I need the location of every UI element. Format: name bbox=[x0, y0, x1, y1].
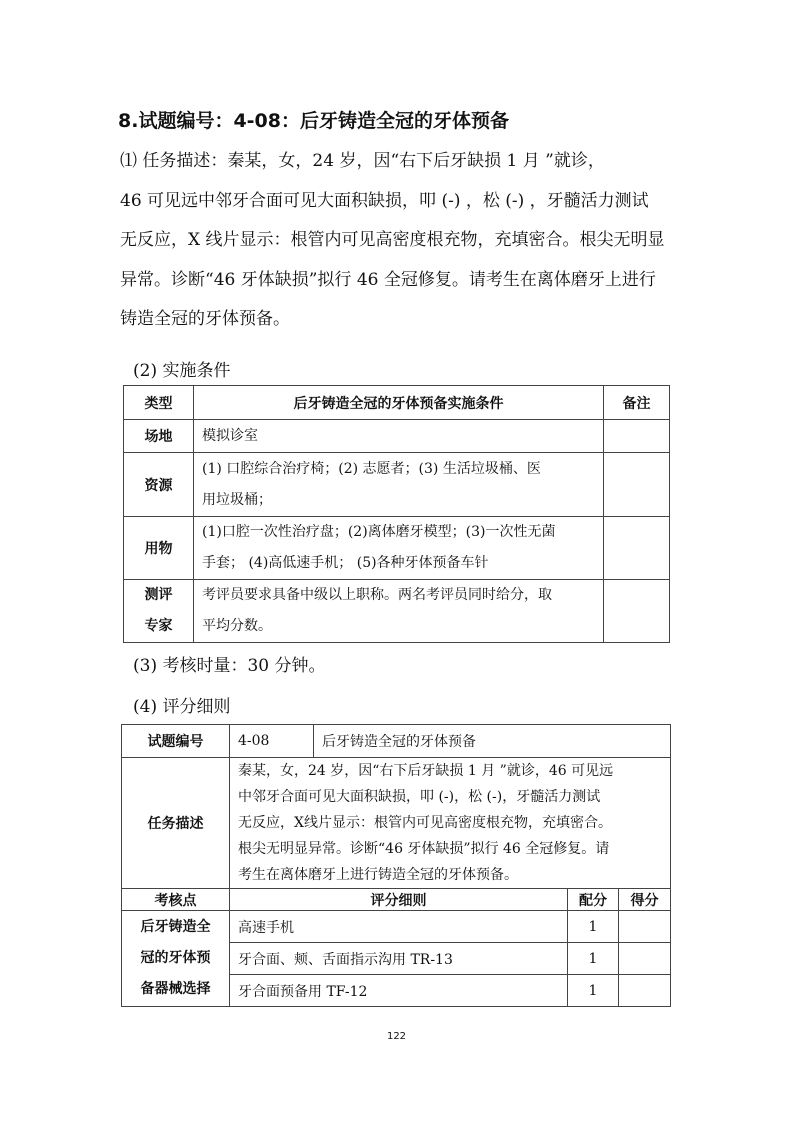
task-line: ⑴ 任务描述：秦某，女，24 岁，因“右下后牙缺损 1 月 ”就诊， bbox=[120, 151, 605, 171]
section-duration: (3) 考核时量：30 分钟。 bbox=[133, 656, 326, 676]
task-line: 无反应，X 线片显示：根管内可见高密度根充物，充填密合。根尖无明显 bbox=[120, 230, 665, 250]
page-title: 8.试题编号：4-08：后牙铸造全冠的牙体预备 bbox=[118, 110, 509, 132]
row-type: 资源 bbox=[124, 453, 194, 517]
task-line: 铸造全冠的牙体预备。 bbox=[120, 309, 290, 329]
task-description bbox=[120, 142, 680, 340]
item-score: 1 bbox=[568, 975, 619, 1007]
id-label: 试题编号 bbox=[122, 725, 230, 758]
item-detail: 高速手机 bbox=[230, 911, 568, 943]
group-label: 后牙铸造全 冠的牙体预 备器械选择 bbox=[122, 911, 230, 1007]
section-scoring-title: (4) 评分细则 bbox=[133, 697, 231, 717]
row-content: 考评员要求具备中级以上职称。两名考评员同时给分，取 平均分数。 bbox=[194, 580, 604, 643]
row-note bbox=[604, 580, 670, 643]
item-score: 1 bbox=[568, 911, 619, 943]
id-value: 4-08 bbox=[230, 725, 314, 758]
table-row bbox=[122, 725, 671, 758]
header-cell: 类型 bbox=[124, 386, 194, 420]
task-content: 秦某，女，24 岁，因“右下后牙缺损 1 月 ”就诊，46 可见远 中邻牙合面可见大面积缺损，叩 (-)，松 (-)，牙髓活力测试 无反应，X线片显示：根管内可见高密度根充物，充填密合。 根尖无明显异常。诊断“46 牙体缺损”拟行 46 全冠修复。请 考生在离体磨牙上进行铸造全冠的牙体预备。 bbox=[230, 758, 671, 889]
task-line: 46 可见远中邻牙合面可见大面积缺损，叩 (-) ，松 (-) ，牙髓活力测试 bbox=[120, 190, 649, 211]
row-note bbox=[604, 420, 670, 453]
table-row bbox=[124, 420, 670, 453]
table-row bbox=[124, 453, 670, 517]
task-label: 任务描述 bbox=[122, 758, 230, 889]
table-header-row bbox=[122, 889, 671, 911]
header-cell: 备注 bbox=[604, 386, 670, 420]
id-title: 后牙铸造全冠的牙体预备 bbox=[314, 725, 671, 758]
section-conditions-title: (2) 实施条件 bbox=[133, 361, 231, 381]
row-note bbox=[604, 453, 670, 517]
item-got bbox=[619, 911, 671, 943]
conditions-table bbox=[123, 385, 670, 643]
table-row bbox=[124, 580, 670, 643]
table-header-row bbox=[124, 386, 670, 420]
table-row bbox=[124, 517, 670, 580]
row-content: 模拟诊室 bbox=[194, 420, 604, 453]
scoring-table bbox=[121, 724, 671, 1007]
table-row bbox=[122, 911, 671, 943]
header-cell: 评分细则 bbox=[230, 889, 568, 911]
item-score: 1 bbox=[568, 943, 619, 975]
header-cell: 考核点 bbox=[122, 889, 230, 911]
row-note bbox=[604, 517, 670, 580]
item-detail: 牙合面、颊、舌面指示沟用 TR-13 bbox=[230, 943, 568, 975]
table-row bbox=[122, 758, 671, 889]
row-content: (1) 口腔综合治疗椅；(2) 志愿者；(3) 生活垃圾桶、医 用垃圾桶； bbox=[194, 453, 604, 517]
task-line: 异常。诊断“46 牙体缺损”拟行 46 全冠修复。请考生在离体磨牙上进行 bbox=[120, 269, 656, 290]
item-detail: 牙合面预备用 TF-12 bbox=[230, 975, 568, 1007]
page-number: 122 bbox=[386, 1031, 407, 1042]
row-type: 测评 专家 bbox=[124, 580, 194, 643]
header-cell: 配分 bbox=[568, 889, 619, 911]
header-cell: 后牙铸造全冠的牙体预备实施条件 bbox=[194, 386, 604, 420]
item-got bbox=[619, 975, 671, 1007]
row-type: 场地 bbox=[124, 420, 194, 453]
item-got bbox=[619, 943, 671, 975]
row-type: 用物 bbox=[124, 517, 194, 580]
header-cell: 得分 bbox=[619, 889, 671, 911]
row-content: (1)口腔一次性治疗盘；(2)离体磨牙模型；(3)一次性无菌 手套； (4)高低速手机； (5)各种牙体预备车针 bbox=[194, 517, 604, 580]
